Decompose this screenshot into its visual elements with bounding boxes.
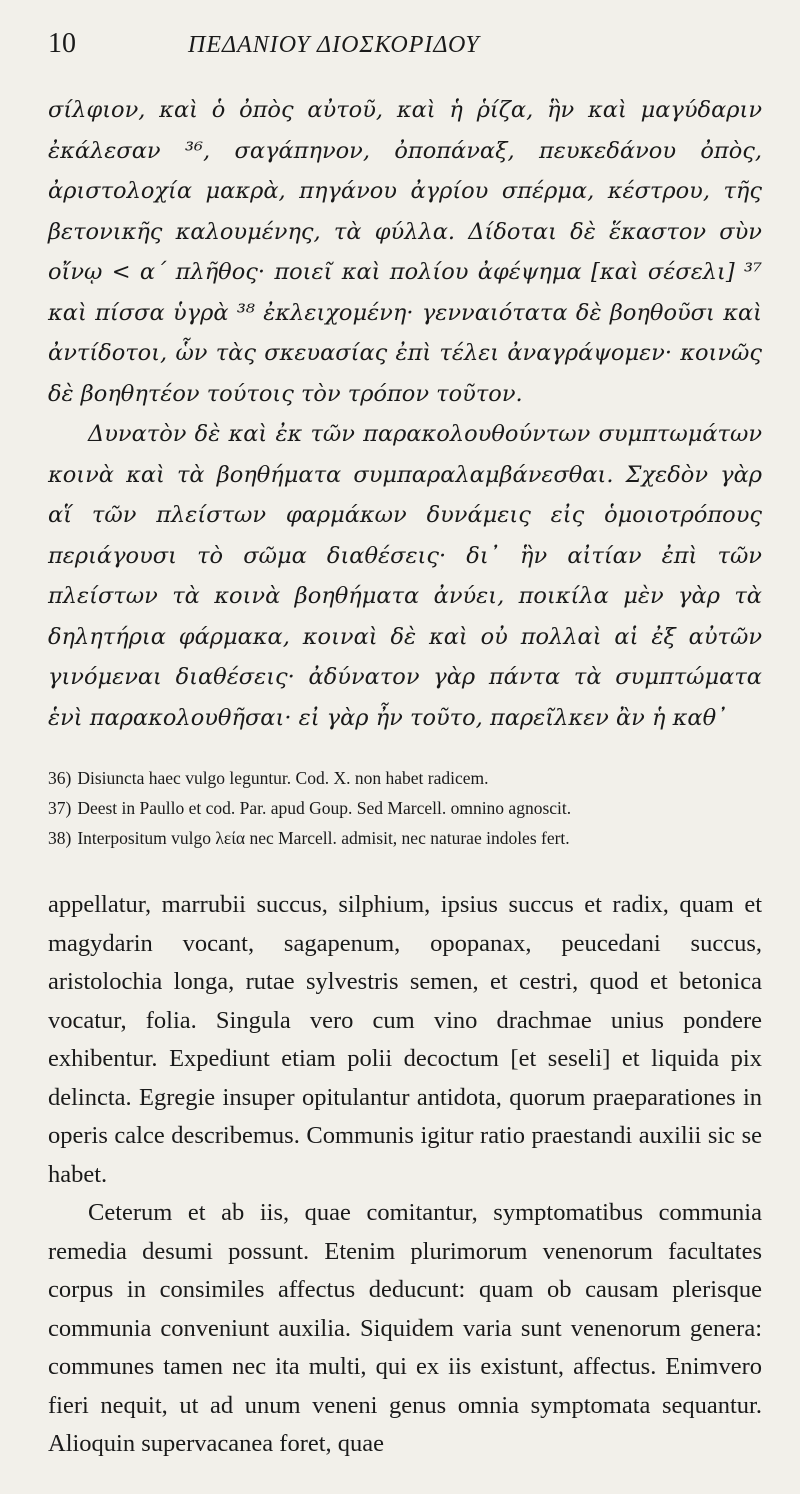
greek-paragraph: Δυνατὸν δὲ καὶ ἐκ τῶν παρακολουθούντων συμπτωμάτων κοινὰ καὶ τὰ βοηθήματα συμπαραλαμβάνεσθαι. Σχεδὸν γὰρ αἵ τῶν πλείστων φαρμάκων δυνάμεις εἰς ὁμοιοτρόπους περιάγουσι τὸ σῶμα διαθέσεις· δι᾿ ἣν αἰτίαν ἐπὶ τῶν πλείστων τὰ κοινὰ βοηθήματα ἀνύει, ποικίλα μὲν γὰρ τὰ δηλητήρια φάρμακα, κοιναὶ δὲ καὶ οὐ πολλαὶ αἱ ἐξ αὐτῶν γινόμεναι διαθέσεις· ἀδύνατον γὰρ πάντα τὰ συμπτώματα ἑνὶ παρακολουθῆσαι· εἰ γὰρ ἦν τοῦτο, παρεῖλκεν ἂν ἡ καθ᾿: [48, 421, 762, 731]
latin-paragraph: Ceterum et ab iis, quae comitantur, symptomatibus communia remedia desumi possunt. Etenim plurimorum venenorum facultates corpus in consimiles affectus deducunt: quam ob causam plerisque communia conveniunt auxilia. Siquidem varia sunt venenorum genera: communes tamen nec ita multi, qui ex iis existunt, affectus. Enimvero fieri nequit, ut ad unum veneni genus omnia symptomata sequantur. Alioquin supervacanea foret, quae: [48, 1199, 762, 1457]
greek-text: [48, 90, 762, 738]
latin-paragraph: appellatur, marrubii succus, silphium, ipsius succus et radix, quam et magydarin vocant, sagapenum, opopanax, peucedani succus, aristolochia longa, rutae sylvestris semen, et cestri, quod et betonica vocatur, folia. Singula vero cum vino drachmae unius pondere exhibentur. Expediunt etiam polii decoctum [et seseli] et liquida pix delincta. Egregie insuper opitulantur antidota, quorum praeparationes in operis calce describemus. Communis igitur ratio praestandi auxilii sic se habet.: [48, 891, 762, 1188]
footnote-text: Interpositum vulgo λεία nec Marcell. admisit, nec naturae indoles fert.: [77, 828, 570, 848]
footnote-number: 37): [48, 798, 72, 818]
footnote: [48, 826, 762, 850]
latin-text: [48, 886, 762, 1464]
footnote-text: Disiuncta haec vulgo leguntur. Cod. X. non habet radicem.: [77, 768, 489, 788]
footnote-number: 36): [48, 768, 72, 788]
footnote-text: Deest in Paullo et cod. Par. apud Goup. Sed Marcell. omnino agnoscit.: [77, 798, 572, 818]
running-title: ΠΕΔΑΝΙΟΥ ΔΙΟΣΚΟΡΙΔΟΥ: [188, 32, 480, 58]
footnote-number: 38): [48, 828, 72, 848]
greek-paragraph: σίλφιον, καὶ ὁ ὀπὸς αὐτοῦ, καὶ ἡ ῥίζα, ἣν καὶ μαγύδαριν ἐκάλεσαν ³⁶, σαγάπηνον, ὀποπάναξ, πευκεδάνου ὀπὸς, ἀριστολοχία μακρὰ, πηγάνου ἀγρίου σπέρμα, κέστρου, τῆς βετονικῆς καλουμένης, τὰ φύλλα. Δίδοται δὲ ἕκαστον σὺν οἴνῳ < α΄ πλῆθος· ποιεῖ καὶ πολίου ἀφέψημα [καὶ σέσελι] ³⁷ καὶ πίσσα ὑγρὰ ³⁸ ἐκλειχομένη· γενναιότατα δὲ βοηθοῦσι καὶ ἀντίδοτοι, ὧν τὰς σκευασίας ἐπὶ τέλει ἀναγράψομεν· κοινῶς δὲ βοηθητέον τούτοις τὸν τρόπον τοῦτον.: [48, 97, 762, 407]
page-number: 10: [48, 28, 76, 59]
footnotes: [48, 766, 762, 850]
footnote: [48, 766, 762, 790]
page-header: [48, 28, 762, 90]
footnote: [48, 796, 762, 820]
